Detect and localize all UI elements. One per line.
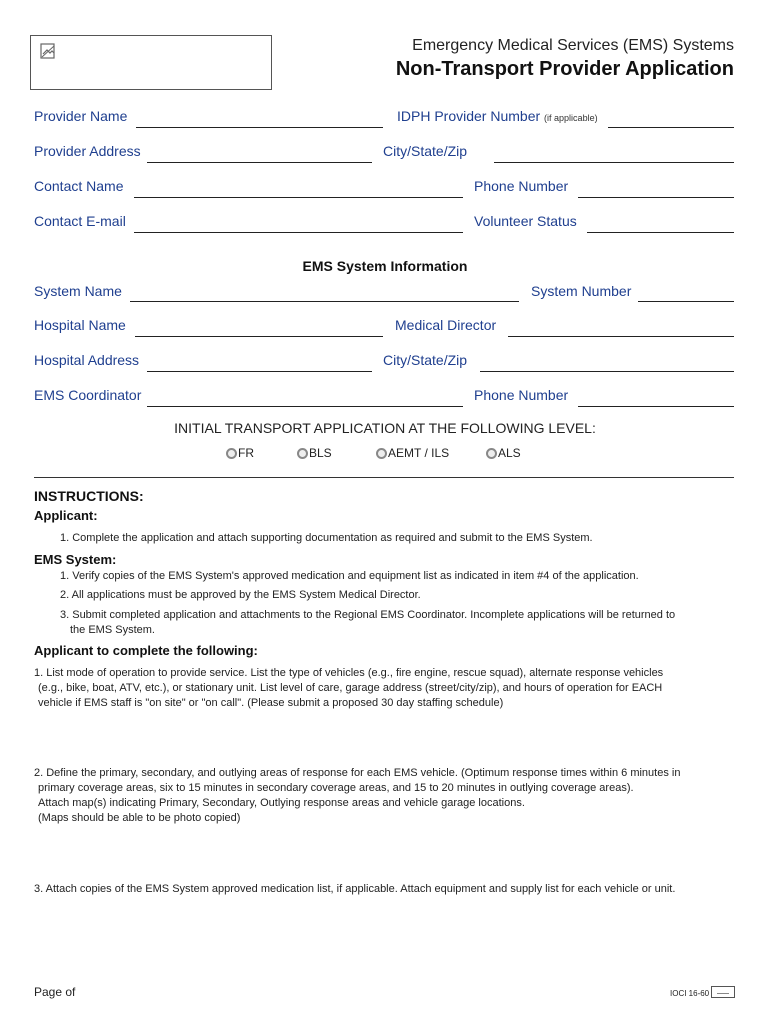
radio-aemt-ils[interactable] xyxy=(376,446,449,460)
item2-line-2: primary coverage areas, six to 15 minutes in secondary coverage areas, and 15 to 20 minutes in outlying coverage areas). xyxy=(38,782,634,794)
item2-line-4: (Maps should be able to be photo copied) xyxy=(38,812,241,824)
form-code: IOCI 16-60 xyxy=(670,989,710,998)
radio-bls-label: BLS xyxy=(309,446,332,460)
ems-item-1: 1. Verify copies of the EMS System's approved medication and equipment list as indicated in item #4 of the application. xyxy=(60,570,639,582)
radio-als-label: ALS xyxy=(498,446,521,460)
complete-heading: Applicant to complete the following: xyxy=(34,643,258,658)
radio-fr[interactable] xyxy=(226,446,254,460)
provider-address-field[interactable] xyxy=(147,162,372,163)
radio-icon[interactable] xyxy=(226,448,237,459)
hospital-city-label: City/State/Zip xyxy=(383,352,468,368)
hospital-name-field[interactable] xyxy=(135,336,383,337)
contact-phone-label: Phone Number xyxy=(474,178,569,194)
ems-coordinator-label: EMS Coordinator xyxy=(34,387,142,403)
ems-item-3: 3. Submit completed application and attachments to the Regional EMS Coordinator. Incomplete applications will be returned to xyxy=(60,609,676,621)
ems-system-heading: EMS System: xyxy=(34,552,117,567)
radio-icon[interactable] xyxy=(376,448,387,459)
applicant-heading: Applicant: xyxy=(34,508,98,523)
idph-number-field[interactable] xyxy=(608,127,734,128)
ems-item-3-cont: the EMS System. xyxy=(70,624,155,636)
hospital-city-field[interactable] xyxy=(480,371,734,372)
radio-icon[interactable] xyxy=(486,448,497,459)
contact-email-label: Contact E-mail xyxy=(34,213,126,229)
idph-number-label: IDPH Provider Number (if applicable) xyxy=(397,108,598,124)
idph-note: (if applicable) xyxy=(544,113,598,123)
item1-line-3: vehicle if EMS staff is "on site" or "on call". (Please submit a proposed 30 day staffing schedule) xyxy=(38,697,504,709)
instructions-heading: INSTRUCTIONS: xyxy=(34,488,144,504)
provider-name-label: Provider Name xyxy=(34,108,128,124)
system-number-field[interactable] xyxy=(638,301,734,302)
item1-line-2: (e.g., bike, boat, ATV, etc.), or stationary unit. List level of care, garage address (street/city/zip), and hours of operation for EACH xyxy=(38,682,663,694)
system-number-label: System Number xyxy=(531,283,632,299)
provider-name-field[interactable] xyxy=(136,127,383,128)
page-number: Page of xyxy=(34,985,76,999)
coordinator-phone-label: Phone Number xyxy=(474,387,569,403)
medical-director-label: Medical Director xyxy=(395,317,497,333)
ems-item-2: 2. All applications must be approved by the EMS System Medical Director. xyxy=(60,589,421,601)
contact-name-label: Contact Name xyxy=(34,178,124,194)
hospital-address-field[interactable] xyxy=(147,371,372,372)
system-name-field[interactable] xyxy=(130,301,519,302)
radio-als[interactable] xyxy=(486,446,521,460)
hospital-name-label: Hospital Name xyxy=(34,317,126,333)
provider-city-field[interactable] xyxy=(494,162,734,163)
medical-director-field[interactable] xyxy=(508,336,734,337)
ems-coordinator-field[interactable] xyxy=(147,406,463,407)
logo-placeholder xyxy=(30,35,272,90)
radio-bls[interactable] xyxy=(297,446,332,460)
org-name: Emergency Medical Services (EMS) Systems xyxy=(412,37,734,54)
coordinator-phone-field[interactable] xyxy=(578,406,734,407)
contact-name-field[interactable] xyxy=(134,197,463,198)
hospital-address-label: Hospital Address xyxy=(34,352,140,368)
item2-line-1: 2. Define the primary, secondary, and outlying areas of response for each EMS vehicle. (Optimum response times within 6 minutes in xyxy=(34,767,681,779)
ems-section-heading: EMS System Information xyxy=(302,258,468,274)
level-question: INITIAL TRANSPORT APPLICATION AT THE FOLLOWING LEVEL: xyxy=(174,420,596,436)
radio-icon[interactable] xyxy=(297,448,308,459)
volunteer-status-field[interactable] xyxy=(587,232,734,233)
provider-address-label: Provider Address xyxy=(34,143,141,159)
footer-field-box xyxy=(711,986,735,998)
applicant-item-1: 1. Complete the application and attach supporting documentation as required and submit to the EMS System. xyxy=(60,532,593,544)
radio-aemt-label: AEMT / ILS xyxy=(388,446,450,460)
radio-fr-label: FR xyxy=(238,446,254,460)
item1-line-1: 1. List mode of operation to provide service. List the type of vehicles (e.g., fire engine, rescue squad), alternate response vehicles xyxy=(34,667,664,679)
page-title: Non-Transport Provider Application xyxy=(395,58,734,80)
section-divider xyxy=(34,477,734,478)
volunteer-status-label: Volunteer Status xyxy=(474,213,577,229)
provider-city-label: City/State/Zip xyxy=(383,143,468,159)
system-name-label: System Name xyxy=(34,283,122,299)
contact-email-field[interactable] xyxy=(134,232,463,233)
item3-line-1: 3. Attach copies of the EMS System approved medication list, if applicable. Attach equipment and supply list for each vehicle or unit. xyxy=(34,883,676,895)
image-icon xyxy=(39,42,57,60)
item2-line-3: Attach map(s) indicating Primary, Secondary, Outlying response areas and vehicle garage locations. xyxy=(38,797,525,809)
contact-phone-field[interactable] xyxy=(578,197,734,198)
